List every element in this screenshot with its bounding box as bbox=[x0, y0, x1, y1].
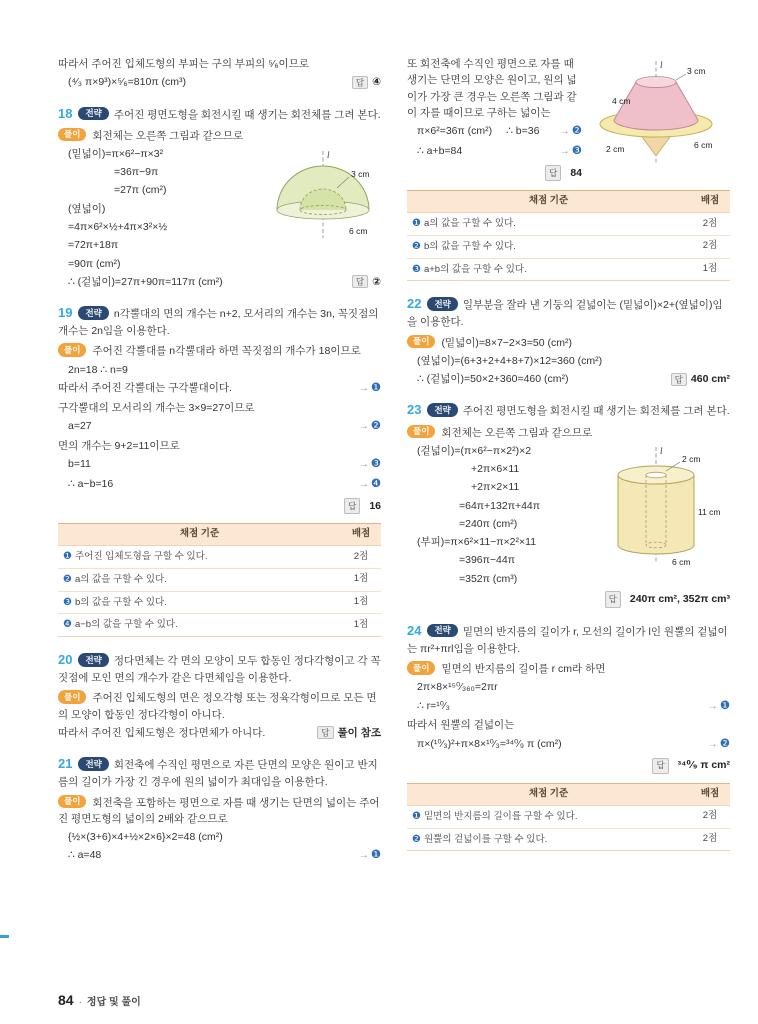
statement: 따라서 주어진 입체도형은 정다면체가 아니다. bbox=[58, 726, 266, 739]
step-marker bbox=[554, 123, 582, 141]
solution-text: 밑면의 반지름의 길이를 r cm라 하면 bbox=[441, 663, 606, 676]
leader-line bbox=[676, 74, 686, 80]
answer-value: 460 cm² bbox=[690, 373, 730, 386]
criterion-text: b의 값을 구할 수 있다. bbox=[74, 596, 167, 608]
criterion-text: a+b의 값을 구할 수 있다. bbox=[423, 263, 527, 275]
formula-line: =64π+132π+44π bbox=[459, 499, 541, 512]
solution-text: 또 회전축에 수직인 평면으로 자를 때 생기는 단면의 모양은 원이고, 원의 넓이가 가장 큰 경우는 오른쪽 그림과 같이 자를 때이므로 구하는 넓이는 bbox=[407, 58, 577, 119]
axis-label: l bbox=[660, 60, 663, 70]
problem-header bbox=[58, 650, 381, 686]
step-marker bbox=[353, 456, 381, 474]
problem-header bbox=[407, 400, 730, 420]
answer-value: 240π cm², 352π cm³ bbox=[629, 592, 730, 605]
grading-header: 채점 기준 bbox=[407, 784, 690, 806]
formula: b=11 bbox=[68, 458, 91, 471]
page-edge-mark bbox=[0, 935, 9, 938]
cone-cross-section-diagram bbox=[590, 58, 730, 170]
problem-number: 18 bbox=[58, 105, 73, 121]
step-number: ❶ bbox=[412, 810, 421, 822]
formula: π×6²=36π (cm²) bbox=[417, 125, 493, 138]
formula-line: (옆넓이) bbox=[68, 202, 106, 215]
formula-line: 2π×8×¹⁵⁰⁄₃₆₀=2πr bbox=[417, 681, 498, 694]
step-number: ❸ bbox=[370, 458, 381, 471]
formula-line: =36π−9π bbox=[114, 166, 159, 179]
arrow-icon: → bbox=[358, 421, 368, 433]
step-marker bbox=[554, 143, 582, 161]
step-number: ❶ bbox=[370, 382, 381, 394]
step-number: ❸ bbox=[63, 596, 72, 608]
solution-badge: 풀이 bbox=[407, 661, 435, 675]
formula-line: (부피)=π×6²×11−π×2²×11 bbox=[417, 536, 537, 549]
page-footer bbox=[58, 992, 141, 1008]
problem-header bbox=[58, 303, 381, 339]
radius-label: 2 cm bbox=[682, 453, 701, 464]
step-line bbox=[58, 456, 381, 474]
grading-table bbox=[407, 783, 730, 851]
step-number: ❷ bbox=[63, 573, 72, 585]
answer-row bbox=[407, 591, 730, 608]
table-row bbox=[58, 568, 381, 591]
points-cell: 1점 bbox=[341, 591, 381, 614]
formula-line: =240π (cm²) bbox=[459, 517, 518, 530]
table-row bbox=[58, 591, 381, 614]
footer-label: 정답 및 풀이 bbox=[86, 997, 141, 1008]
criterion-cell bbox=[407, 828, 690, 851]
step-marker bbox=[353, 847, 381, 865]
points-cell: 2점 bbox=[690, 235, 730, 258]
criterion-text: 원뿔의 겉넓이를 구할 수 있다. bbox=[423, 833, 548, 845]
problem-24 bbox=[407, 621, 730, 852]
frustum-top bbox=[636, 77, 676, 88]
strategy-text: n각뿔대의 면의 개수는 n+2, 모서리의 개수는 3n, 꼭짓점의 개수는 2n임을 이용한다. bbox=[58, 308, 379, 338]
points-cell: 2점 bbox=[690, 828, 730, 851]
arrow-icon: → bbox=[707, 738, 717, 750]
strategy-badge: 전략 bbox=[427, 403, 457, 417]
strategy-badge: 전략 bbox=[427, 297, 457, 311]
table-row bbox=[407, 258, 730, 281]
criterion-cell bbox=[407, 258, 690, 281]
step-number: ❶ bbox=[370, 849, 381, 862]
problem-22 bbox=[407, 294, 730, 387]
problem-header bbox=[407, 294, 730, 330]
two-column-layout bbox=[58, 54, 730, 867]
solution-text: 회전축을 포함하는 평면으로 자를 때 생기는 단면의 넓이는 주어진 평면도형의 넓이의 2배와 같으므로 bbox=[58, 796, 380, 825]
answer-label: 답 bbox=[652, 758, 668, 774]
answer-value: ④ bbox=[372, 76, 381, 89]
criterion-cell bbox=[58, 568, 341, 591]
formula-line: 2n=18 ∴ n=9 bbox=[68, 363, 128, 376]
formula: ∴ (겉넓이)=27π+90π=117π (cm²) bbox=[68, 275, 223, 288]
statement: 구각뿔대의 모서리의 개수는 3×9=27이므로 bbox=[58, 401, 255, 414]
step-number: ❹ bbox=[370, 477, 381, 490]
points-cell: 1점 bbox=[341, 568, 381, 591]
solution-block bbox=[58, 795, 381, 866]
cylinder-hole bbox=[646, 472, 666, 478]
answer-value: ³⁴⁰⁄₉ π cm² bbox=[677, 759, 730, 772]
step-number: ❷ bbox=[370, 420, 381, 433]
points-cell: 2점 bbox=[341, 546, 381, 569]
answer-row bbox=[407, 757, 730, 774]
hemisphere-diagram bbox=[263, 148, 381, 244]
formula: π×(¹⁰⁄₃)²+π×8×¹⁰⁄₃=³⁴⁰⁄₉ π (cm²) bbox=[417, 737, 562, 750]
criterion-text: 밑면의 반지름의 길이를 구할 수 있다. bbox=[423, 810, 578, 822]
radius-label: 3 cm bbox=[351, 168, 370, 179]
step-number: ❹ bbox=[63, 619, 72, 631]
strategy-text: 밑면의 반지름의 길이가 r, 모선의 길이가 l인 원뿔의 겉넓이는 πr²+πrl임을 이용한다. bbox=[407, 625, 728, 655]
criterion-cell bbox=[58, 591, 341, 614]
step-number: ❶ bbox=[719, 699, 730, 712]
solution-badge: 풀이 bbox=[58, 690, 86, 704]
frustum-body bbox=[614, 82, 698, 130]
arrow-icon: → bbox=[358, 478, 368, 490]
answer-label: 답 bbox=[317, 726, 333, 739]
answer-label: 답 bbox=[352, 275, 368, 288]
answer-value: ② bbox=[372, 275, 381, 288]
formula-line bbox=[58, 74, 381, 90]
formula: ∴ r=¹⁰⁄₃ bbox=[417, 699, 450, 712]
formula-line bbox=[58, 274, 381, 290]
solution-text: 회전체는 오른쪽 그림과 같으므로 bbox=[441, 426, 593, 439]
formula-line: =72π+18π bbox=[68, 239, 119, 252]
answer-value: 84 bbox=[570, 166, 582, 179]
formula: ∴ b=36 bbox=[506, 125, 540, 138]
answer-label: 답 bbox=[344, 498, 360, 514]
table-row bbox=[58, 546, 381, 569]
solution-block bbox=[407, 661, 730, 851]
step-marker bbox=[353, 476, 381, 494]
axis-label: l bbox=[327, 149, 330, 160]
formula-line: (겉넓이)=(π×6²−π×2²)×2 bbox=[417, 444, 532, 457]
formula: ∴ a−b=16 bbox=[68, 477, 114, 490]
step-number: ❷ bbox=[412, 833, 421, 845]
statement-line bbox=[58, 725, 381, 741]
criterion-cell bbox=[407, 213, 690, 236]
problem-header bbox=[407, 621, 730, 657]
answer-row bbox=[407, 165, 582, 182]
solution-text: 주어진 입체도형의 면은 정오각형 또는 정육각형이므로 모든 면의 모양이 합동인 정다각형이 아니다. bbox=[58, 692, 377, 721]
solution-block bbox=[58, 690, 381, 741]
problem-19 bbox=[58, 303, 381, 637]
arrow-icon: → bbox=[358, 850, 368, 862]
table-row bbox=[58, 614, 381, 637]
right-column bbox=[407, 54, 730, 867]
strategy-text: 주어진 평면도형을 회전시킬 때 생기는 회전체를 그려 본다. bbox=[462, 405, 730, 418]
radius-label: 6 cm bbox=[349, 225, 368, 236]
criterion-cell bbox=[58, 614, 341, 637]
strategy-badge: 전략 bbox=[78, 306, 108, 320]
radius-label: 3 cm bbox=[687, 66, 706, 76]
solution-line bbox=[407, 335, 730, 351]
solution-intro bbox=[58, 795, 381, 828]
grading-header: 채점 기준 bbox=[58, 524, 341, 546]
answer-row bbox=[58, 498, 381, 515]
strategy-text: 정다면체는 각 면의 모양이 모두 합동인 정다각형이고 각 꼭짓점에 모인 면의 개수가 같은 다면체임을 이용한다. bbox=[58, 655, 381, 685]
solution-block bbox=[58, 128, 381, 290]
strategy-badge: 전략 bbox=[78, 653, 108, 667]
criterion-cell bbox=[407, 235, 690, 258]
table-header-row bbox=[58, 524, 381, 546]
formula: ∴ (겉넓이)=50×2+360=460 (cm²) bbox=[417, 373, 569, 386]
formula-line: =396π−44π bbox=[459, 554, 515, 567]
problem-21-continued bbox=[407, 56, 730, 281]
step-marker bbox=[353, 380, 381, 398]
formula-line: (옆넓이)=(6+3+2+4+8+7)×12=360 (cm²) bbox=[417, 354, 603, 367]
step-line bbox=[58, 847, 381, 865]
arrow-icon: → bbox=[559, 145, 569, 157]
formula: (밑넓이)=8×7−2×3=50 (cm²) bbox=[441, 336, 572, 349]
step-line bbox=[58, 418, 381, 436]
points-cell: 1점 bbox=[690, 258, 730, 281]
step-line bbox=[407, 143, 582, 161]
criterion-cell bbox=[58, 546, 341, 569]
problem-number: 20 bbox=[58, 652, 73, 668]
formula-line: =90π (cm²) bbox=[68, 257, 121, 270]
answer-inline bbox=[344, 74, 381, 90]
problem-20 bbox=[58, 650, 381, 741]
solution-block bbox=[407, 425, 730, 608]
step-marker bbox=[353, 418, 381, 436]
table-row bbox=[407, 805, 730, 828]
points-header: 배점 bbox=[341, 524, 381, 546]
criterion-text: a의 값을 구할 수 있다. bbox=[423, 218, 516, 230]
table-row bbox=[407, 828, 730, 851]
solution-block bbox=[58, 343, 381, 637]
height-label: 11 cm bbox=[698, 506, 721, 517]
solution-intro bbox=[58, 128, 381, 144]
formula: ∴ a=48 bbox=[68, 849, 102, 862]
answer-label: 답 bbox=[671, 373, 687, 386]
step-number: ❶ bbox=[63, 551, 72, 563]
answer-label: 답 bbox=[352, 76, 368, 89]
step-number: ❸ bbox=[412, 263, 421, 275]
problem-header bbox=[58, 754, 381, 790]
points-cell: 2점 bbox=[690, 805, 730, 828]
arrow-icon: → bbox=[358, 383, 368, 394]
step-number: ❷ bbox=[571, 125, 582, 138]
solution-badge: 풀이 bbox=[58, 128, 86, 142]
formula-line: (밑넓이)=π×6²−π×3² bbox=[68, 147, 164, 160]
formula-line: =27π (cm²) bbox=[114, 184, 167, 197]
formula-line: =4π×6²×½+4π×3²×½ bbox=[68, 221, 168, 233]
step-number: ❸ bbox=[571, 144, 582, 157]
solution-badge: 풀이 bbox=[58, 795, 86, 809]
solution-intro bbox=[58, 343, 381, 359]
table-header-row bbox=[407, 191, 730, 213]
points-header: 배점 bbox=[690, 191, 730, 213]
problem-number: 19 bbox=[58, 305, 73, 321]
radius-label: 6 cm bbox=[672, 556, 691, 567]
arrow-icon: → bbox=[559, 126, 569, 138]
criterion-text: b의 값을 구할 수 있다. bbox=[423, 240, 516, 252]
points-cell: 1점 bbox=[341, 614, 381, 637]
formula-line: =352π (cm³) bbox=[459, 572, 518, 585]
radius-label: 2 cm bbox=[606, 144, 625, 154]
arrow-icon: → bbox=[358, 459, 368, 471]
page-number: 84 bbox=[58, 992, 74, 1008]
solution-intro bbox=[407, 661, 730, 677]
left-column bbox=[58, 54, 381, 867]
problem-number: 23 bbox=[407, 402, 422, 418]
solution-text: 따라서 주어진 입체도형의 부피는 구의 부피의 ⁵⁄₆이므로 bbox=[58, 58, 309, 70]
solution-intro bbox=[407, 425, 730, 441]
footer-separator: · bbox=[78, 997, 82, 1008]
problem-number: 22 bbox=[407, 296, 422, 312]
criterion-text: a−b의 값을 구할 수 있다. bbox=[74, 619, 178, 631]
step-marker bbox=[702, 698, 730, 716]
solution-badge: 풀이 bbox=[407, 425, 435, 439]
points-cell: 2점 bbox=[690, 213, 730, 236]
table-header-row bbox=[407, 784, 730, 806]
solution-badge: 풀이 bbox=[407, 335, 435, 349]
step-line bbox=[407, 736, 730, 754]
cylinder-diagram bbox=[608, 445, 730, 573]
criterion-text: a의 값을 구할 수 있다. bbox=[74, 573, 167, 585]
grading-table bbox=[58, 523, 381, 637]
arrow-icon: → bbox=[707, 700, 717, 712]
strategy-badge: 전략 bbox=[78, 757, 108, 771]
answer-inline bbox=[663, 371, 730, 387]
problem-number: 21 bbox=[58, 756, 73, 772]
solution-badge: 풀이 bbox=[58, 343, 86, 357]
formula-line: +2π×6×11 bbox=[471, 463, 520, 476]
solution-text: 따라서 원뿔의 겉넓이는 bbox=[407, 719, 515, 732]
step-line bbox=[407, 123, 582, 141]
grading-header: 채점 기준 bbox=[407, 191, 690, 213]
solution-text: 주어진 각뿔대를 n각뿔대라 하면 꼭짓점의 개수가 18이므로 bbox=[92, 345, 361, 358]
answer-value: 풀이 참조 bbox=[337, 726, 381, 739]
statement: 면의 개수는 9+2=11이므로 bbox=[58, 439, 180, 452]
step-number: ❶ bbox=[412, 218, 421, 230]
points-header: 배점 bbox=[690, 784, 730, 806]
strategy-badge: 전략 bbox=[427, 624, 457, 638]
solution-block bbox=[407, 335, 730, 388]
answer-value: 16 bbox=[369, 499, 381, 512]
table-row bbox=[407, 235, 730, 258]
grading-table bbox=[407, 190, 730, 281]
strategy-text: 회전축에 수직인 평면으로 자른 단면의 모양은 원이고 반지름의 길이가 가장 긴 경우에 원의 넓이가 최대임을 이용한다. bbox=[58, 759, 378, 789]
criterion-text: 주어진 입체도형을 구할 수 있다. bbox=[74, 551, 208, 563]
formula: ∴ a+b=84 bbox=[417, 144, 463, 157]
answer-label: 답 bbox=[605, 591, 621, 607]
step-marker bbox=[702, 736, 730, 754]
solution-intro bbox=[58, 690, 381, 723]
answer-label: 답 bbox=[545, 165, 561, 181]
previous-solution-tail bbox=[58, 56, 381, 91]
formula: a=27 bbox=[68, 420, 92, 433]
step-number: ❷ bbox=[412, 240, 421, 252]
answer-inline bbox=[344, 274, 381, 290]
criterion-cell bbox=[407, 805, 690, 828]
problem-header bbox=[58, 104, 381, 124]
height-label: 4 cm bbox=[612, 96, 631, 106]
table-row bbox=[407, 213, 730, 236]
problem-23 bbox=[407, 400, 730, 607]
answer-inline bbox=[309, 725, 381, 741]
strategy-text: 일부분을 잘라 낸 기둥의 겉넓이는 (밑넓이)×2+(옆넓이)임을 이용한다. bbox=[407, 299, 723, 329]
statement: 따라서 주어진 각뿔대는 구각뿔대이다. bbox=[58, 382, 232, 394]
formula: (⁴⁄₃ π×9³)×⁵⁄₆=810π (cm³) bbox=[68, 76, 186, 89]
formula-line: +2π×2×11 bbox=[471, 481, 520, 494]
radius-label: 6 cm bbox=[694, 140, 713, 150]
strategy-text: 주어진 평면도형을 회전시킬 때 생기는 회전체를 그려 본다. bbox=[113, 108, 381, 121]
problem-18 bbox=[58, 104, 381, 291]
solution-text: 회전체는 오른쪽 그림과 같으므로 bbox=[92, 129, 244, 142]
step-line bbox=[407, 698, 730, 716]
strategy-badge: 전략 bbox=[78, 107, 108, 121]
step-number: ❷ bbox=[719, 737, 730, 750]
step-line bbox=[58, 476, 381, 494]
problem-number: 24 bbox=[407, 622, 422, 638]
axis-label: l bbox=[660, 445, 663, 456]
step-line bbox=[58, 380, 381, 398]
formula-line bbox=[407, 371, 730, 387]
formula-line: {½×(3+6)×4+½×2×6}×2=48 (cm²) bbox=[68, 831, 223, 844]
problem-21 bbox=[58, 754, 381, 865]
